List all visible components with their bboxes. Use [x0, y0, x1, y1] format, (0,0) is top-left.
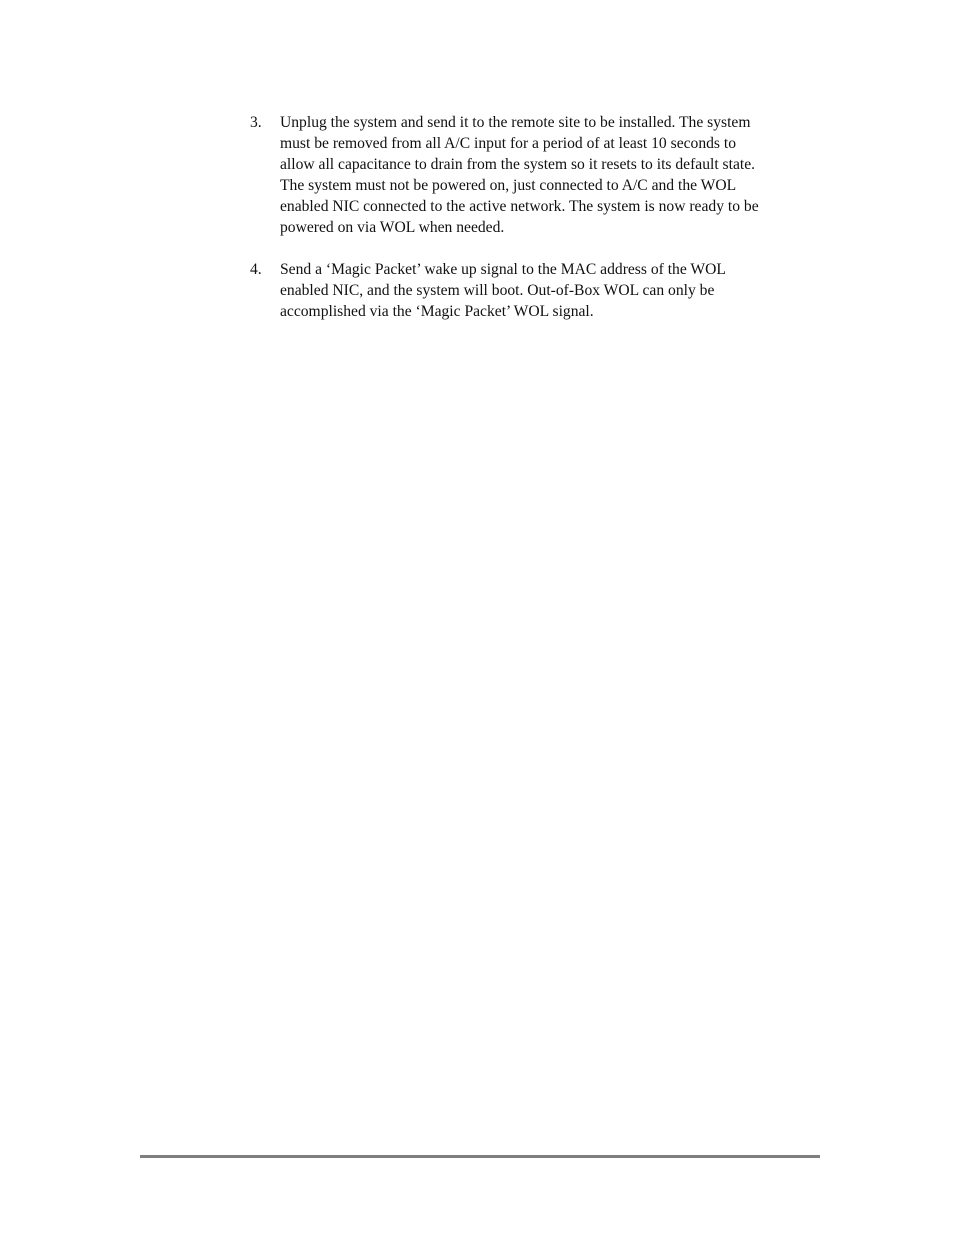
step-number: 4. [250, 261, 262, 278]
text-line: The system must not be powered on, just connected to A/C and the WOL [280, 177, 737, 194]
text-line: accomplished via the ‘Magic Packet’ WOL signal. [280, 303, 594, 320]
text-line: Unplug the system and send it to the remote site to be installed. The system [280, 114, 751, 131]
list-item-step-4 [250, 259, 830, 322]
text-line: enabled NIC, and the system will boot. Out-of-Box WOL can only be [280, 282, 715, 299]
step-number: 3. [250, 114, 262, 131]
step-text [280, 112, 830, 238]
footer-divider [140, 1155, 820, 1158]
text-line: allow all capacitance to drain from the system so it resets to its default state. [280, 156, 756, 173]
list-item-step-3 [250, 112, 830, 238]
instruction-list [250, 112, 830, 322]
text-line: Send a ‘Magic Packet’ wake up signal to the MAC address of the WOL [280, 261, 726, 278]
text-line: must be removed from all A/C input for a period of at least 10 seconds to [280, 135, 737, 152]
step-text [280, 259, 830, 322]
text-line: enabled NIC connected to the active network. The system is now ready to be [280, 198, 759, 215]
text-line: powered on via WOL when needed. [280, 219, 505, 236]
